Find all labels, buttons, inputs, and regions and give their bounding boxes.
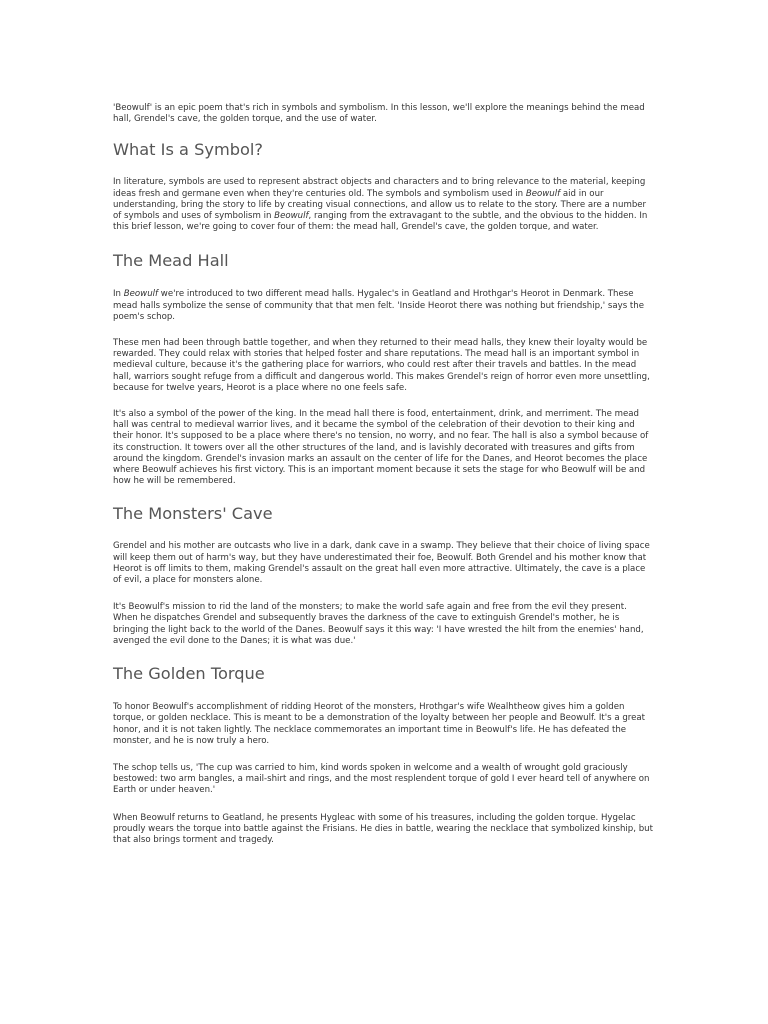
- section-heading-monsters-cave: The Monsters' Cave: [113, 504, 273, 524]
- document-page: [113, 103, 653, 846]
- monsters-cave-paragraph: Grendel and his mother are outcasts who live in a dark, dank cave in a swamp. They believe that their choice of living space will keep them out of harm's way, but they have underestimated their foe, Beowulf. Both Grendel and his mother know that Heorot is off limits to them, making Grendel's assault on the great hall even more attractive. Ultimately, the cave is a place of evil, a place for monsters alone.: [113, 541, 650, 586]
- section-heading-mead-hall: The Mead Hall: [113, 251, 229, 271]
- intro-paragraph: 'Beowulf' is an epic poem that's rich in symbols and symbolism. In this lesson, we'll explore the meanings behind the mead hall, Grendel's cave, the golden torque, and the use of water.: [113, 103, 645, 125]
- symbol-paragraph: In literature, symbols are used to represent abstract objects and characters and to bring relevance to the material, keeping ideas fresh and germane even when they're centuries old. The symbols and symbolism used in Beowulf aid in our understanding, bring the story to life by creating visual connections, and allow us to relate to the story. There are a number of symbols and uses of symbolism in Beowulf, ranging from the extravagant to the subtle, and the obvious to the hidden. In this brief lesson, we're going to cover four of them: the mead hall, Grendel's cave, the golden torque, and water.: [113, 177, 648, 233]
- monsters-cave-paragraph: It's Beowulf's mission to rid the land of the monsters; to make the world safe again and free from the evil they present. When he dispatches Grendel and subsequently braves the darkness of the cave to extinguish Grendel's mother, he is bringing the light back to the world of the Danes. Beowulf says it this way: 'I have wrested the hilt from the enemies' hand, avenged the evil done to the Danes; it is what was due.': [113, 602, 644, 646]
- section-heading-symbol: What Is a Symbol?: [113, 140, 263, 160]
- golden-torque-paragraph: The schop tells us, 'The cup was carried to him, kind words spoken in welcome and a wealth of wrought gold graciously bestowed: two arm bangles, a mail-shirt and rings, and the most resplendent torque of gold I ever heard tell of anywhere on Earth or under heaven.': [113, 762, 650, 796]
- mead-hall-paragraph: These men had been through battle together, and when they returned to their mead halls, they knew their loyalty would be rewarded. They could relax with stories that helped foster and share reputations. The mead hall is an important symbol in medieval culture, because it's the gathering place for warriors, who could rest after their travels and battles. In the mead hall, warriors sought refuge from a difficult and dangerous world. This makes Grendel's reign of horror even more unsettling, because for twelve years, Heorot is a place where no one feels safe.: [113, 338, 650, 393]
- mead-hall-paragraph: In Beowulf we're introduced to two different mead halls. Hygalec's in Geatland and Hrothgar's Heorot in Denmark. These mead halls symbolize the sense of community that that men felt. 'Inside Heorot there was nothing but friendship,' says the poem's schop.: [113, 289, 645, 322]
- emphasized-title: Beowulf: [123, 289, 159, 300]
- mead-hall-paragraph: It's also a symbol of the power of the king. In the mead hall there is food, entertainment, drink, and merriment. The mead hall was central to medieval warrior lives, and it became the symbol of the celebration of their devotion to their king and their honor. It's supposed to be a place where there's no tension, no worry, and no fear. The hall is also a symbol because of its construction. It towers over all the other structures of the land, and is lavishly decorated with treasures and gifts from around the kingdom. Grendel's invasion marks an assault on the center of life for the Danes, and Heorot becomes the place where Beowulf achieves his first victory. This is an important moment because it sets the stage for who Beowulf will be and how he will be remembered.: [113, 409, 649, 487]
- emphasized-title: Beowulf: [525, 188, 561, 199]
- emphasized-title: Beowulf: [274, 211, 309, 222]
- golden-torque-paragraph: To honor Beowulf's accomplishment of ridding Heorot of the monsters, Hrothgar's wife Wealhtheow gives him a golden torque, or golden necklace. This is meant to be a demonstration of the loyalty between her people and Beowulf. It's a great honor, and it is not taken lightly. The necklace commemorates an important time in Beowulf's life. He has defeated the monster, and he is now truly a hero.: [113, 702, 646, 746]
- golden-torque-paragraph: When Beowulf returns to Geatland, he presents Hygleac with some of his treasures, including the golden torque. Hygelac proudly wears the torque into battle against the Frisians. He dies in battle, wearing the necklace that symbolized kinship, but that also brings torment and tragedy.: [113, 812, 653, 845]
- section-heading-golden-torque: The Golden Torque: [113, 664, 265, 684]
